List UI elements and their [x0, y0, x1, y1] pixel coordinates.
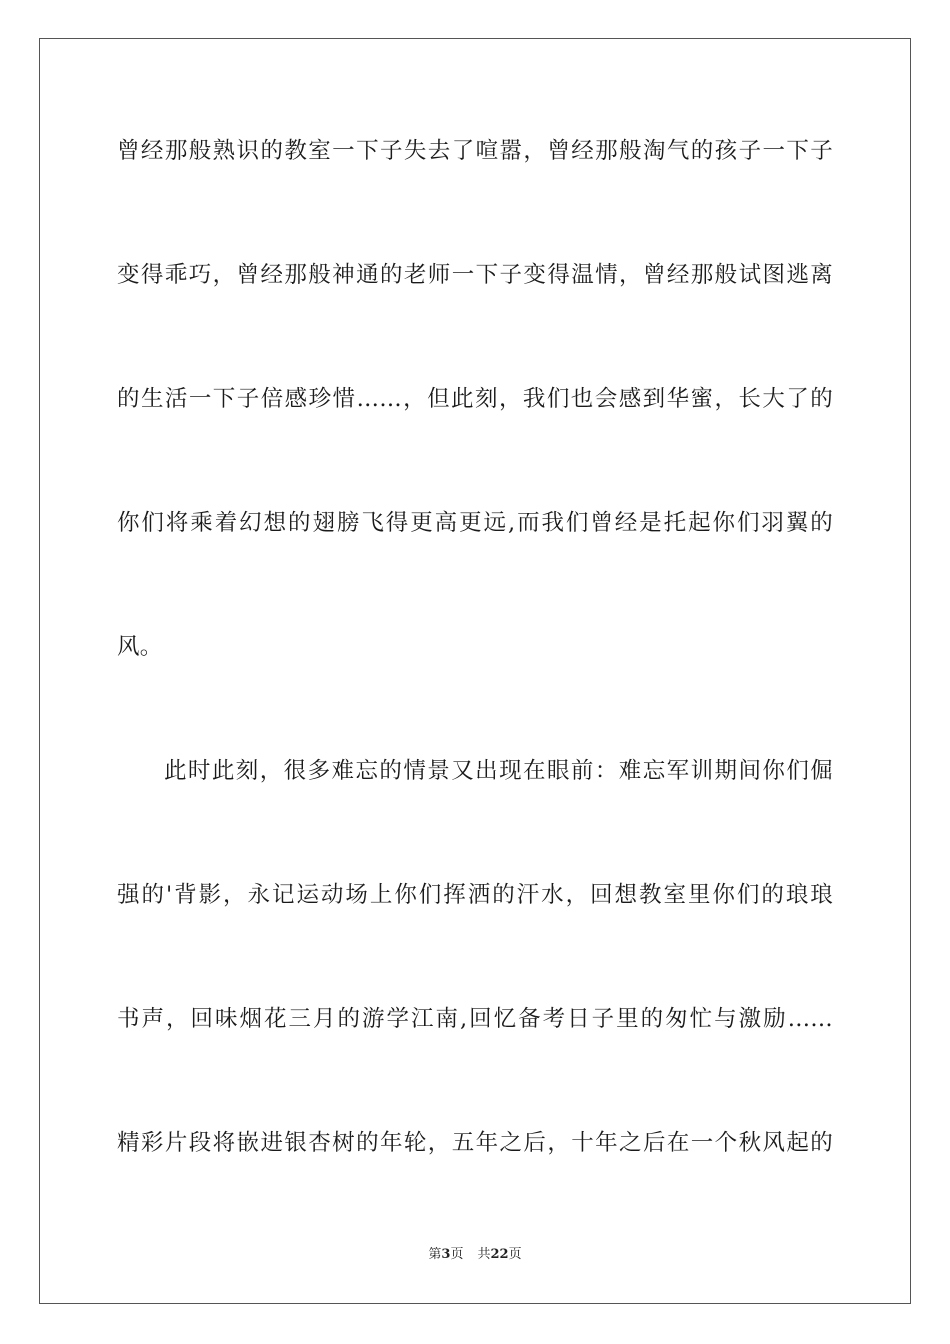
footer-page-number: 3: [441, 1247, 451, 1262]
body-line-7: 强的'背影，永记运动场上你们挥洒的汗水，回想教室里你们的琅琅: [117, 882, 833, 908]
body-line-2: 变得乖巧，曾经那般神通的老师一下子变得温情，曾经那般试图逃离: [117, 262, 833, 288]
footer-total-suffix: 页: [508, 1247, 522, 1262]
page-border: [39, 38, 911, 1304]
body-line-5: 风。: [117, 634, 163, 660]
footer-total-prefix: 共: [477, 1247, 491, 1262]
body-line-1: 曾经那般熟识的教室一下子失去了喧嚣，曾经那般淘气的孩子一下子: [117, 138, 833, 164]
footer-page-suffix: 页: [450, 1247, 464, 1262]
page-footer: [0, 1246, 950, 1264]
body-line-6: 此时此刻，很多难忘的情景又出现在眼前：难忘军训期间你们倔: [164, 758, 833, 784]
body-line-9: 精彩片段将嵌进银杏树的年轮，五年之后，十年之后在一个秋风起的: [117, 1130, 833, 1156]
body-line-3: 的生活一下子倍感珍惜……，但此刻，我们也会感到华蜜，长大了的: [117, 386, 833, 412]
footer-page-prefix: 第: [428, 1247, 442, 1262]
body-line-4: 你们将乘着幻想的翅膀飞得更高更远,而我们曾经是托起你们羽翼的: [117, 510, 833, 536]
footer-total-pages: 22: [490, 1247, 509, 1262]
body-line-8: 书声，回味烟花三月的游学江南,回忆备考日子里的匆忙与激励……: [117, 1006, 833, 1032]
